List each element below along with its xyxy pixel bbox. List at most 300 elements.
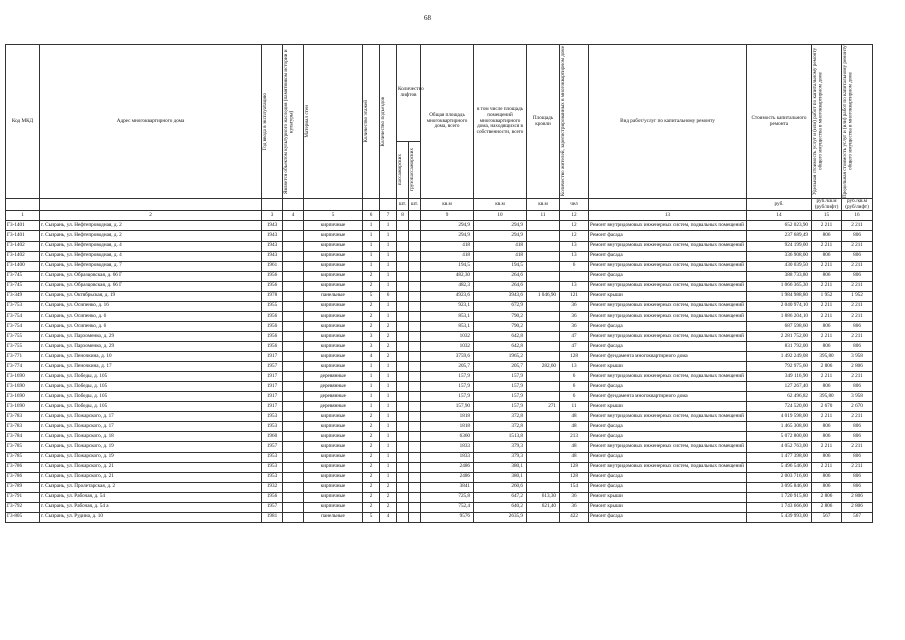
cell-material: кирпичные [304,241,363,251]
header-address: Адрес многоквартирного дома [40,45,262,199]
cell-lifts-cargo [409,231,421,241]
cell-entrances: 2 [380,331,397,341]
cell-max-cost: 806 [842,472,873,482]
cell-code: Г3-349 [6,291,40,301]
cell-code: Г3-1690 [6,372,40,382]
cell-entrances: 1 [380,241,397,251]
cell-code: Г3-784 [6,432,40,442]
colnum: 7 [380,211,397,221]
cell-cost: 792 975,60 [747,362,812,372]
cell-unit-cost: 2 211 [812,372,842,382]
cell-max-cost: 806 [842,482,873,492]
table-row [6,311,873,321]
cell-code: Г3-745 [6,281,40,291]
cell-unit-cost: 2 211 [812,241,842,251]
cell-max-cost: 806 [842,342,873,352]
header-roof-area: Площадь кровли [527,45,560,199]
cell-unit-cost: 2 211 [812,301,842,311]
cell-area-living: 1513,8 [474,432,527,442]
cell-area-total: 418 [421,241,474,251]
table-row [6,412,873,422]
cell-lifts-pass [397,442,409,452]
cell-area-living: 372,8 [474,422,527,432]
colnum: 3 [262,211,283,221]
cell-material: кирпичные [304,362,363,372]
cell-roof-area [527,512,560,522]
cell-roof-area [527,442,560,452]
header-unit-cost: Удельная стоимость услуг и (или) работ по капитальному ремонту общего имущества в многоквартирном доме [812,47,824,196]
cell-cost: 1 886 204,10 [747,311,812,321]
cell-entrances: 2 [380,352,397,362]
header-material: Материал стен [304,105,310,138]
cell-max-cost: 806 [842,422,873,432]
cell-unit-cost: 2 211 [812,261,842,271]
cell-address: г. Сызрань, ул. Пожарского, д. 21 [40,462,262,472]
cell-floors: 2 [363,281,380,291]
cell-cost: 924 199,00 [747,241,812,251]
cell-roof-area [527,432,560,442]
cell-roof-area [527,462,560,472]
cell-unit-cost: 567 [812,512,842,522]
cell-residents: 13 [560,241,589,251]
cell-residents: 154 [560,482,589,492]
cell-heritage [283,291,304,301]
cell-lifts-cargo [409,342,421,352]
cell-year: 1917 [262,352,283,362]
cell-work-type: Ремонт фасада [589,512,747,522]
cell-material: кирпичные [304,231,363,241]
cell-lifts-cargo [409,382,421,392]
cell-max-cost: 2 211 [842,221,873,231]
cell-work-type: Ремонт фасада [589,342,747,352]
cell-roof-area [527,321,560,331]
cell-residents: 128 [560,352,589,362]
cell-lifts-pass [397,301,409,311]
cell-work-type: Ремонт внутридомовых инженерных систем, подвальных помещений [589,442,747,452]
cell-address: г. Сызрань, ул. Победы, д. 105 [40,402,262,412]
cell-material: деревянные [304,392,363,402]
cell-floors: 1 [363,241,380,251]
cell-max-cost: 3 958 [842,392,873,402]
cell-area-total: 3759,6 [421,352,474,362]
cell-heritage [283,442,304,452]
cell-lifts-pass [397,402,409,412]
cell-address: г. Сызрань, ул. Нефтепроводная, д. 2 [40,221,262,231]
cell-entrances: 1 [380,251,397,261]
cell-year: 1981 [262,512,283,522]
cell-lifts-pass [397,362,409,372]
table-row [6,261,873,271]
cell-lifts-cargo [409,452,421,462]
cell-cost: 1 984 988,80 [747,291,812,301]
cell-roof-area: 1 046,90 [527,291,560,301]
header-lifts: Количество лифтов [397,45,421,142]
cell-residents: 13 [560,362,589,372]
cell-area-living: 672,9 [474,301,527,311]
cell-code: Г3-785 [6,442,40,452]
cell-entrances: 1 [380,311,397,321]
cell-work-type: Ремонт внутридомовых инженерных систем, подвальных помещений [589,301,747,311]
cell-residents: 13 [560,281,589,291]
cell-lifts-cargo [409,311,421,321]
colnum: 5 [304,211,363,221]
cell-roof-area [527,251,560,261]
cell-material: кирпичные [304,321,363,331]
unit-pcs-2: шт. [409,199,421,211]
colnum: 15 [812,211,842,221]
cell-material: кирпичные [304,251,363,261]
cell-lifts-cargo [409,512,421,522]
cell-lifts-pass [397,331,409,341]
cell-code: Г3-786 [6,462,40,472]
cell-unit-cost: 806 [812,342,842,352]
cell-lifts-cargo [409,301,421,311]
cell-year: 1956 [262,331,283,341]
cell-code: Г3-783 [6,412,40,422]
cell-area-total: 482,3 [421,281,474,291]
cell-cost: 5 439 993,00 [747,512,812,522]
cell-floors: 1 [363,251,380,261]
cell-area-total: 1032 [421,331,474,341]
cell-address: г. Сызрань, ул. Пожарского, д. 17 [40,422,262,432]
cell-roof-area [527,231,560,241]
cell-year: 1956 [262,342,283,352]
cell-code: Г3-785 [6,452,40,462]
cell-roof-area [527,241,560,251]
cell-unit-cost: 806 [812,231,842,241]
cell-work-type: Ремонт крыши [589,492,747,502]
cell-year: 1953 [262,472,283,482]
cell-year: 1961 [262,261,283,271]
cell-address: г. Сызрань, ул. Нефтепроводная, д. 2 [40,231,262,241]
cell-unit-cost: 2 806 [812,362,842,372]
cell-material: кирпичные [304,412,363,422]
cell-address: г. Сызрань, ул. Победы, д. 105 [40,372,262,382]
cell-work-type: Ремонт фасада [589,482,747,492]
cell-residents: 36 [560,492,589,502]
table-body [6,221,873,522]
cell-max-cost: 2 211 [842,241,873,251]
cell-entrances: 2 [380,502,397,512]
cell-year: 1943 [262,231,283,241]
cell-work-type: Ремонт фасада [589,321,747,331]
cell-heritage [283,512,304,522]
cell-heritage [283,331,304,341]
cell-year: 1943 [262,251,283,261]
cell-cost: 831 792,00 [747,342,812,352]
cell-area-total: 205,7 [421,362,474,372]
cell-lifts-pass [397,291,409,301]
table-row [6,392,873,402]
cell-heritage [283,392,304,402]
cell-year: 1956 [262,321,283,331]
cell-area-total: 482,30 [421,271,474,281]
cell-area-living: 157,9 [474,372,527,382]
cell-max-cost: 806 [842,432,873,442]
cell-address: г. Сызрань, ул. Пеночкина, д. 10 [40,352,262,362]
cell-address: г. Сызрань, ул. Осипенко, д. 6 [40,311,262,321]
colnum: 4 [283,211,304,221]
cell-heritage [283,261,304,271]
cell-material: кирпичные [304,301,363,311]
cell-lifts-pass [397,321,409,331]
table-row [6,472,873,482]
cell-year: 1957 [262,442,283,452]
cell-area-total: 752,4 [421,502,474,512]
cell-area-living: 642,8 [474,331,527,341]
cell-lifts-pass [397,352,409,362]
cell-area-total: 853,1 [421,311,474,321]
cell-unit-cost: 806 [812,432,842,442]
cell-year: 1943 [262,221,283,231]
cell-heritage [283,382,304,392]
cell-lifts-cargo [409,352,421,362]
cell-address: г. Сызрань, ул. Пархоменко, д. 29 [40,331,262,341]
cell-entrances: 1 [380,281,397,291]
cell-cost: 4 019 598,00 [747,412,812,422]
cell-address: г. Сызрань, ул. Нефтепроводная, д. 7 [40,261,262,271]
cell-address: г. Сызрань, ул. Пожарского, д. 21 [40,472,262,482]
cell-entrances: 6 [380,291,397,301]
cell-heritage [283,251,304,261]
cell-work-type: Ремонт фасада [589,271,747,281]
cell-lifts-cargo [409,412,421,422]
cell-cost: 2 003 716,00 [747,472,812,482]
cell-lifts-cargo [409,261,421,271]
cell-heritage [283,301,304,311]
cell-code: Г3-771 [6,352,40,362]
cell-entrances: 1 [380,231,397,241]
cell-material: кирпичные [304,331,363,341]
cell-floors: 2 [363,432,380,442]
cell-year: 1957 [262,362,283,372]
cell-work-type: Ремонт внутридомовых инженерных систем, подвальных помещений [589,311,747,321]
cell-cost: 430 039,50 [747,261,812,271]
cell-lifts-pass [397,382,409,392]
cell-cost: 336 908,00 [747,251,812,261]
cell-work-type: Ремонт фасада [589,231,747,241]
cell-roof-area [527,472,560,482]
cell-entrances: 1 [380,432,397,442]
cell-roof-area [527,382,560,392]
cell-max-cost: 806 [842,231,873,241]
cell-work-type: Ремонт крыши [589,291,747,301]
cell-residents: 11 [560,402,589,412]
cell-heritage [283,502,304,512]
table-row [6,432,873,442]
cell-material: деревянные [304,382,363,392]
cell-lifts-pass [397,432,409,442]
cell-residents: 36 [560,301,589,311]
header-heritage: Является объектом культурного наследия (памятником истории и культуры) [283,49,295,194]
cell-code: Г3-783 [6,422,40,432]
cell-area-total: 1833 [421,442,474,452]
table-row [6,331,873,341]
cell-area-total: 1818 [421,412,474,422]
cell-max-cost: 2 211 [842,412,873,422]
cell-area-total: 418 [421,251,474,261]
cell-unit-cost: 2 211 [812,311,842,321]
cell-area-living: 647,2 [474,492,527,502]
colnum: 12 [560,211,589,221]
cell-lifts-pass [397,452,409,462]
cell-area-total: 6360 [421,432,474,442]
cell-year: 1953 [262,462,283,472]
cell-cost: 388 733,80 [747,271,812,281]
cell-cost: 62 496,82 [747,392,812,402]
cell-cost: 349 116,90 [747,372,812,382]
cell-residents: 47 [560,342,589,352]
cell-roof-area: 271 [527,402,560,412]
cell-lifts-pass [397,372,409,382]
cell-entrances: 1 [380,462,397,472]
cell-entrances: 1 [380,261,397,271]
table-row [6,502,873,512]
cell-year: 1957 [262,502,283,512]
cell-area-living: 157,9 [474,382,527,392]
cell-entrances: 2 [380,342,397,352]
cell-floors: 2 [363,301,380,311]
cell-lifts-pass [397,311,409,321]
cell-year: 1917 [262,382,283,392]
table-row [6,321,873,331]
cell-area-total: 1818 [421,422,474,432]
cell-material: кирпичные [304,482,363,492]
cell-work-type: Ремонт фасада [589,472,747,482]
cell-lifts-pass [397,512,409,522]
cell-code: Г3-1402 [6,251,40,261]
cell-work-type: Ремонт фундамента многоквартирного дома [589,352,747,362]
cell-floors: 2 [363,452,380,462]
cell-cost: 1 743 666,00 [747,502,812,512]
table-row [6,291,873,301]
cell-entrances: 1 [380,472,397,482]
cell-code: Г3-1401 [6,221,40,231]
cell-max-cost: 3 958 [842,352,873,362]
cell-cost: 1 492 249,08 [747,352,812,362]
cell-heritage [283,432,304,442]
cell-area-living: 640,2 [474,502,527,512]
cell-lifts-cargo [409,462,421,472]
cell-lifts-pass [397,392,409,402]
cell-lifts-pass [397,241,409,251]
unit-rub: руб. [747,199,812,211]
cell-lifts-cargo [409,472,421,482]
cell-area-total: 157,9 [421,382,474,392]
cell-entrances: 4 [380,512,397,522]
cell-heritage [283,221,304,231]
cell-area-total: 3841 [421,482,474,492]
cell-max-cost: 2 211 [842,281,873,291]
cell-address: г. Сызрань, ул. Пожарского, д. 18 [40,432,262,442]
colnum: 9 [421,211,474,221]
cell-lifts-pass [397,412,409,422]
cell-lifts-cargo [409,331,421,341]
cell-entrances: 1 [380,392,397,402]
cell-entrances: 1 [380,271,397,281]
cell-material: кирпичные [304,462,363,472]
cell-max-cost: 1 952 [842,291,873,301]
cell-residents: 121 [560,291,589,301]
cell-address: г. Сызрань, ул. Пролетарская, д. 2 [40,482,262,492]
cell-material: кирпичные [304,452,363,462]
cell-unit-cost: 806 [812,321,842,331]
cell-work-type: Ремонт фасада [589,452,747,462]
cell-roof-area [527,221,560,231]
cell-floors: 2 [363,412,380,422]
cell-year: 1956 [262,281,283,291]
cell-material: панельные [304,512,363,522]
cell-unit-cost: 2 211 [812,221,842,231]
cell-residents: 6 [560,261,589,271]
cell-material: деревянные [304,372,363,382]
cell-area-living: 372,8 [474,412,527,422]
cell-area-total: 1032 [421,342,474,352]
colnum: 10 [474,211,527,221]
cell-area-total: 2486 [421,472,474,482]
cell-area-living: 1965,2 [474,352,527,362]
cell-cost: 1 066 365,30 [747,281,812,291]
cell-area-total: 2486 [421,462,474,472]
table-row [6,271,873,281]
cell-roof-area [527,331,560,341]
colnum: 13 [589,211,747,221]
cell-floors: 3 [363,331,380,341]
cell-unit-cost: 395,80 [812,392,842,402]
cell-address: г. Сызрань, ул. Образцовская, д. 66 Г [40,271,262,281]
cell-floors: 1 [363,402,380,412]
cell-work-type: Ремонт фасада [589,382,747,392]
cell-lifts-pass [397,251,409,261]
colnum: 1 [6,211,40,221]
cell-floors: 5 [363,512,380,522]
cell-address: г. Сызрань, ул. Нефтепроводная, д. 4 [40,241,262,251]
cell-year: 1978 [262,291,283,301]
cell-heritage [283,402,304,412]
cell-heritage [283,452,304,462]
cell-residents: 12 [560,231,589,241]
cell-material: кирпичные [304,472,363,482]
cell-code: Г3-786 [6,472,40,482]
cell-max-cost: 2 806 [842,362,873,372]
cell-material: деревянные [304,402,363,412]
cell-area-living: 418 [474,251,527,261]
cell-address: г. Сызрань, ул. Пархоменко, д. 29 [40,342,262,352]
cell-work-type: Ремонт внутридомовых инженерных систем, подвальных помещений [589,331,747,341]
cell-floors: 1 [363,392,380,402]
cell-residents [560,271,589,281]
table-row [6,482,873,492]
cell-code: Г3-745 [6,271,40,281]
cell-roof-area [527,271,560,281]
cell-cost: 237 689,49 [747,231,812,241]
cell-code: Г3-1400 [6,261,40,271]
cell-unit-cost: 2 211 [812,442,842,452]
cell-area-living: 3943,6 [474,291,527,301]
cell-lifts-cargo [409,402,421,412]
cell-heritage [283,231,304,241]
table-row [6,372,873,382]
cell-heritage [283,472,304,482]
table-row [6,231,873,241]
cell-code: Г3-791 [6,492,40,502]
cell-cost: 687 598,60 [747,321,812,331]
cell-roof-area [527,452,560,462]
cell-heritage [283,241,304,251]
cell-cost: 5 072 800,00 [747,432,812,442]
cell-area-living: 790,2 [474,311,527,321]
cell-address: г. Сызрань, ул. Рабочая, д. 54 а [40,502,262,512]
